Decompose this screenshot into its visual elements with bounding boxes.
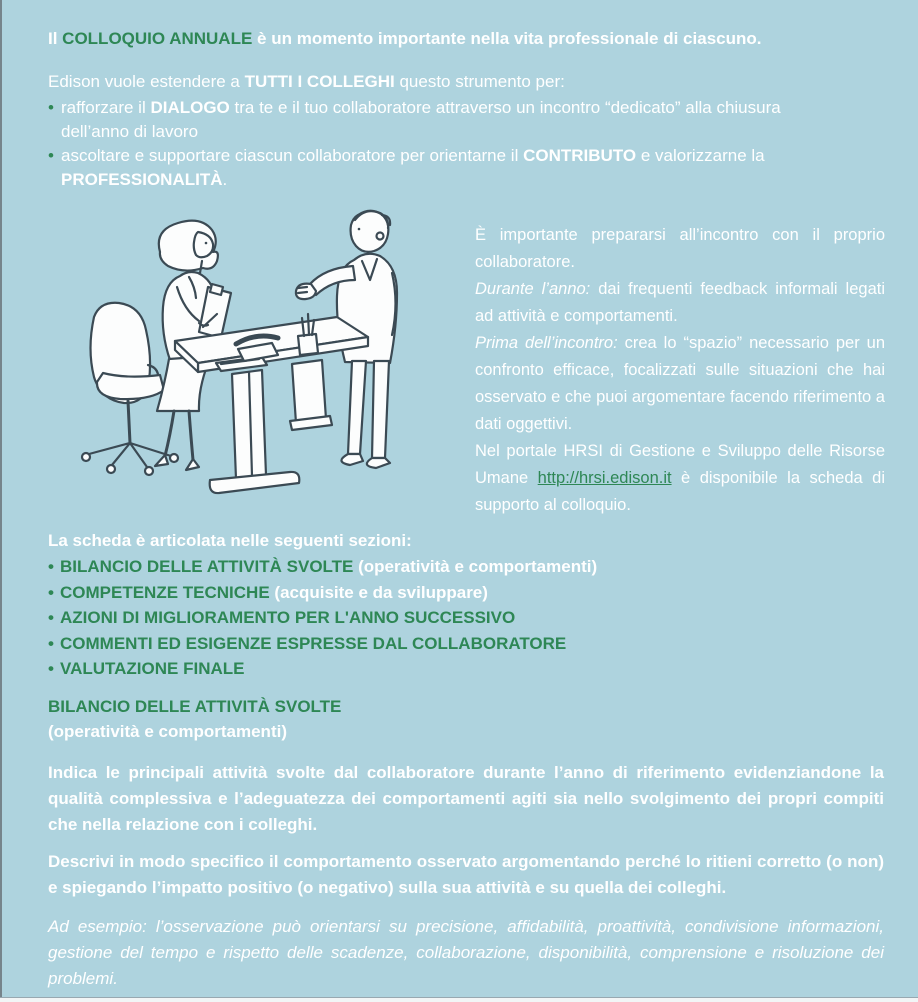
meeting-illustration: [63, 203, 445, 505]
bilancio-paragraph-2: Descrivi in modo specifico il comportamento osservato argomentando perché lo ritieni corretto (o non) e spiegando l’impatto positivo (o negativo) sulla sua attività e su quella dei colleghi.: [48, 852, 884, 897]
aside-paragraph: Prima dell’incontro: crea lo “spazio” necessario per un confronto efficace, focalizzati sulle situazioni che hai osservato e che puoi argomentare facendo riferimento a dati oggettivi.: [475, 334, 886, 433]
highlight-colloquio-annuale: COLLOQUIO ANNUALE: [62, 29, 253, 48]
section-item-valutazione: • VALUTAZIONE FINALE: [48, 656, 878, 682]
bilancio-paragraph-1: Indica le principali attività svolte dal collaboratore durante l’anno di riferimento evidenziandone la qualità complessiva e l’adeguatezza dei comportamenti agiti sia nello svolgimento dei propri compiti che nella relazione con i colleghi.: [48, 763, 884, 834]
intro-bullet-contributo: • ascoltare e supportare ciascun collaboratore per orientarne il CONTRIBUTO e valorizzarne la PROFESSIONALITÀ.: [48, 144, 850, 192]
intro-lead: Edison vuole estendere a TUTTI I COLLEGHI questo strumento per:: [48, 72, 565, 91]
bilancio-title: BILANCIO DELLE ATTIVITÀ SVOLTE: [48, 697, 342, 716]
woman-legs: [165, 411, 193, 460]
page-left-edge: [0, 0, 2, 1002]
intro-bullet-list: [48, 96, 850, 192]
desk-base: [210, 472, 300, 493]
aside-paragraph: Durante l’anno: dai frequenti feedback informali legati ad attività e comportamenti.: [475, 280, 885, 325]
chair-seat: [97, 373, 164, 399]
preparation-notes: [475, 222, 885, 519]
aside-paragraph: Nel portale HRSI di Gestione e Sviluppo delle Risorse Umane http://hrsi.edison.it è disponibile la scheda di supporto al colloquio.: [475, 442, 885, 514]
aside-paragraph: È importante prepararsi all’incontro con il proprio collaboratore.: [475, 226, 885, 271]
bilancio-example: Ad esempio: l’osservazione può orientarsi su precisione, affidabilità, proattività, condivisione informazioni, gestione del tempo e rispetto delle scadenze, collaborazione, disponibilità, comprensione e risoluzione dei problemi.: [48, 917, 884, 988]
desk-leg: [292, 360, 326, 423]
bilancio-section: [48, 694, 884, 992]
section-item-azioni: • AZIONI DI MIGLIORAMENTO PER L'ANNO SUCCESSIVO: [48, 605, 878, 631]
man-legs: [348, 361, 389, 458]
chair-stem: [128, 401, 130, 443]
hrsi-portal-link[interactable]: http://hrsi.edison.it: [537, 469, 672, 487]
intro-bullet-dialogo: • rafforzare il DIALOGO tra te e il tuo collaboratore attraverso un incontro “dedicato” alla chiusura dell’anno di lavoro: [48, 96, 850, 144]
bilancio-subtitle: (operatività e comportamenti): [48, 722, 287, 741]
sections-items: [48, 554, 878, 682]
pen-cup: [298, 334, 318, 355]
sections-title: La scheda è articolata nelle seguenti sezioni:: [48, 531, 412, 550]
page-title: Il COLLOQUIO ANNUALE è un momento importante nella vita professionale di ciascuno.: [48, 29, 762, 48]
sections-list: [48, 528, 878, 682]
meeting-illustration-sketch: [63, 203, 445, 505]
intro-section: [48, 27, 850, 192]
page-bottom-edge: [0, 997, 918, 1002]
section-item-competenze: • COMPETENZE TECNICHE (acquisite e da sviluppare): [48, 580, 878, 606]
section-item-commenti: • COMMENTI ED ESIGENZE ESPRESSE DAL COLLABORATORE: [48, 631, 878, 657]
section-item-bilancio: • BILANCIO DELLE ATTIVITÀ SVOLTE (operatività e comportamenti): [48, 554, 878, 580]
